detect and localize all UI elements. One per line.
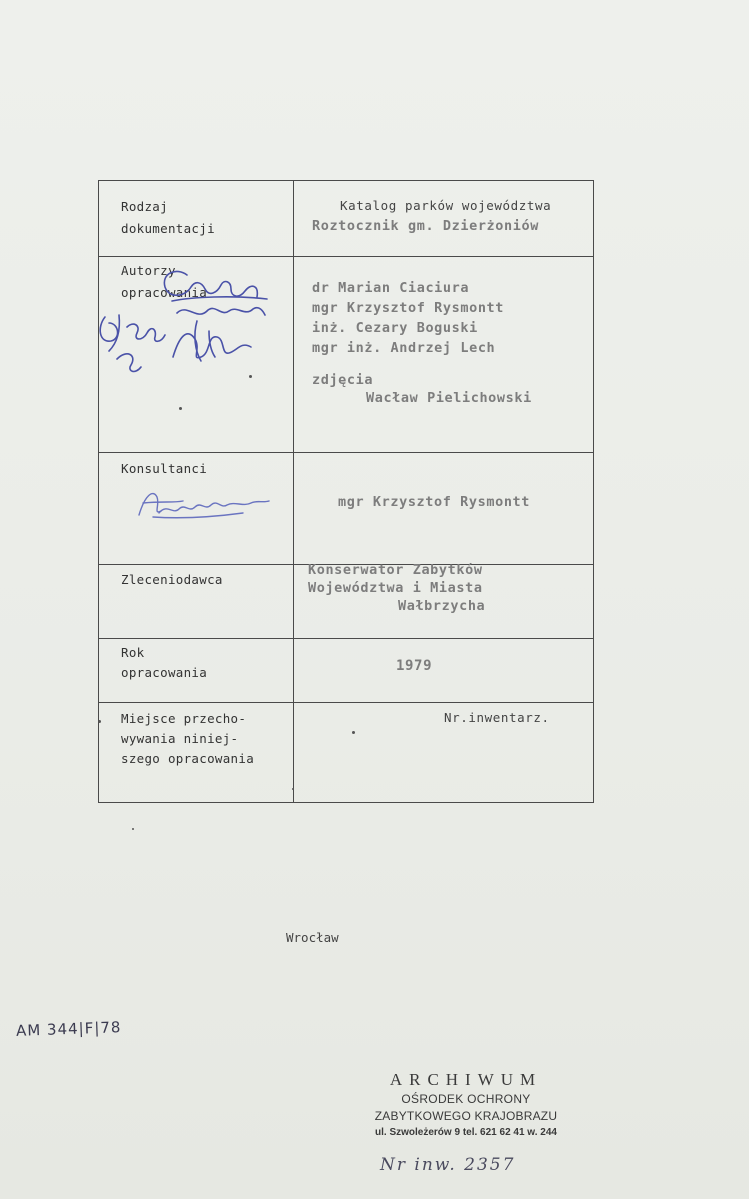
stamp-line-4: ul. Szwoleżerów 9 tel. 621 62 41 w. 244 xyxy=(375,1127,557,1138)
label-line: opracowania xyxy=(121,285,208,300)
row-commissioner xyxy=(99,565,594,639)
label-line: Konsultanci xyxy=(121,461,208,476)
label-line: wywania niniej- xyxy=(121,731,239,746)
archive-stamp xyxy=(356,1070,576,1138)
value-line: Katalog parków województwa xyxy=(340,198,552,213)
row-year xyxy=(99,639,594,703)
value-cell xyxy=(294,703,594,803)
label-cell xyxy=(99,257,294,453)
row-storage-location xyxy=(99,703,594,803)
consultant-signature xyxy=(129,487,289,527)
label-line: dokumentacji xyxy=(121,221,215,236)
photos-value: Wacław Pielichowski xyxy=(366,390,532,406)
author-line: mgr inż. Andrzej Lech xyxy=(312,340,496,356)
photos-label: zdjęcia xyxy=(312,372,374,388)
value-cell xyxy=(294,453,594,565)
value-cell xyxy=(294,257,594,453)
authors-signatures xyxy=(77,261,287,391)
city-name: Wrocław xyxy=(286,930,339,945)
label-line: opracowania xyxy=(121,665,208,680)
label-line: Rodzaj xyxy=(121,199,168,214)
label-cell xyxy=(99,565,294,639)
stamp-line-1: ARCHIWUM xyxy=(389,1070,543,1089)
documentation-table xyxy=(98,180,594,803)
value-cell xyxy=(294,562,594,639)
label-line: Miejsce przecho- xyxy=(121,711,247,726)
author-line: inż. Cezary Boguski xyxy=(312,320,478,336)
inventory-label: Nr.inwentarz. xyxy=(444,710,550,725)
author-line: dr Marian Ciaciura xyxy=(312,280,470,296)
stamp-line-3: ZABYTKOWEGO KRAJOBRAZU xyxy=(374,1109,558,1123)
label-cell xyxy=(99,181,294,257)
stamp-line-2: OŚRODEK OCHRONY xyxy=(401,1092,531,1106)
label-cell xyxy=(99,703,294,803)
value-line: Roztocznik gm. Dzierżoniów xyxy=(312,218,539,234)
commissioner-line: Województwa i Miasta xyxy=(308,580,483,596)
value-cell xyxy=(294,639,594,703)
commissioner-line: Konserwator Zabytków xyxy=(308,562,483,578)
value-cell xyxy=(294,181,594,257)
label-line: Rok xyxy=(121,645,145,660)
label-line: Zleceniodawca xyxy=(121,572,223,587)
row-authors xyxy=(99,257,594,453)
handwritten-inventory-number: Nr inw. 2357 xyxy=(380,1155,516,1175)
label-cell xyxy=(99,639,294,703)
reference-code: AM 344|F|78 xyxy=(15,1018,122,1040)
label-line: szego opracowania xyxy=(121,751,255,766)
consultant-name: mgr Krzysztof Rysmontt xyxy=(338,494,531,510)
author-line: mgr Krzysztof Rysmontt xyxy=(312,300,505,316)
label-cell xyxy=(99,453,294,565)
year-value: 1979 xyxy=(396,658,433,674)
commissioner-line: Wałbrzycha xyxy=(398,598,486,614)
label-line: Autorzy xyxy=(121,263,176,278)
row-documentation-type xyxy=(99,181,594,257)
row-consultants xyxy=(99,453,594,565)
